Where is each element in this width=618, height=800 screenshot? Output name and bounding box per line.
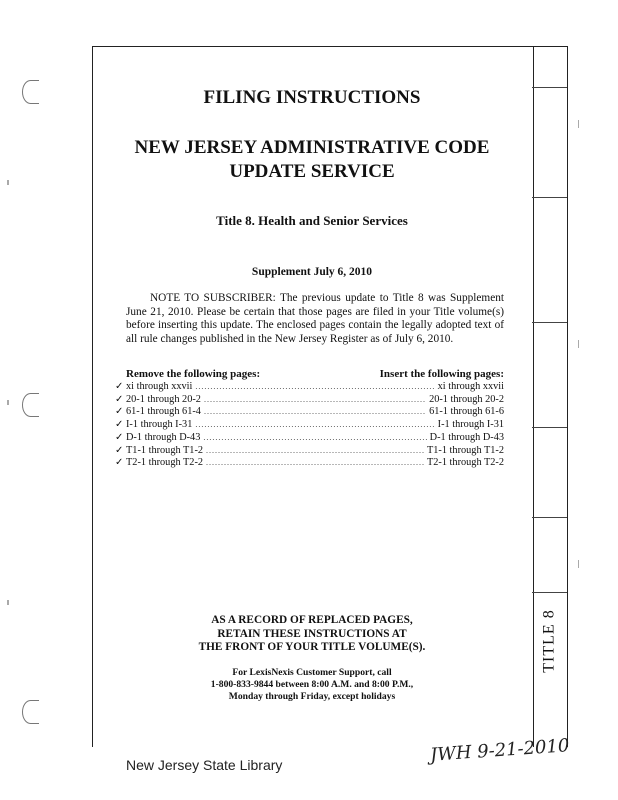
- scan-edge-mark: [578, 340, 579, 348]
- library-stamp: New Jersey State Library: [126, 757, 283, 773]
- table-row: [115, 406, 504, 419]
- binder-hole-bottom: [22, 700, 39, 724]
- tab-label: [534, 596, 566, 686]
- remove-cell: 61-1 through 61-4: [126, 406, 201, 418]
- record-line-2: RETAIN THESE INSTRUCTIONS AT: [217, 627, 407, 640]
- checkmark-icon: ✓: [115, 444, 124, 456]
- checkmark-icon: ✓: [115, 431, 124, 443]
- code-title-line2: UPDATE SERVICE: [229, 161, 395, 182]
- table-row: [115, 431, 504, 445]
- insert-cell: 61-1 through 61-6: [429, 406, 504, 418]
- tab-label-text: TITLE 8: [541, 609, 559, 673]
- remove-cell: D-1 through D-43: [126, 431, 201, 443]
- record-line-1: AS A RECORD OF REPLACED PAGES,: [211, 614, 413, 626]
- customer-support: [92, 667, 532, 703]
- support-line-2: 1-800-833-9844 between 8:00 A.M. and 8:00 P.M.,: [210, 679, 414, 690]
- leader-dots: [204, 406, 426, 419]
- checkmark-icon: ✓: [115, 406, 124, 418]
- handwritten-initials-date: JWH 9-21-2010: [429, 735, 571, 766]
- table-row: [115, 393, 504, 407]
- checkmark-icon: ✓: [115, 419, 124, 431]
- scan-edge-mark: [7, 180, 9, 185]
- remove-cell: T1-1 through T1-2: [126, 444, 204, 456]
- subscriber-note-text: NOTE TO SUBSCRIBER: The previous update to Title 8 was Supplement June 21, 2010. Please be certain that those pages are filed in your Title volume(s) before inserting this update. The enclosed pages contain the legally adopted text of all rule changes published in the New Jersey Register as of July 6, 2010.: [126, 292, 504, 345]
- title-heading: Title 8. Health and Senior Services: [216, 213, 408, 228]
- supplement-heading: Supplement July 6, 2010: [251, 266, 373, 278]
- insert-cell: xi through xxvii: [437, 381, 504, 392]
- leader-dots: [195, 381, 434, 394]
- insert-header: Insert the following pages:: [379, 368, 504, 380]
- remove-cell: I-1 through I-31: [126, 419, 193, 431]
- remove-cell: xi through xxvii: [126, 381, 193, 392]
- support-line-1: For LexisNexis Customer Support, call: [232, 667, 392, 678]
- remove-cell: 20-1 through 20-2: [126, 393, 201, 405]
- remove-cell: T2-1 through T2-2: [126, 457, 204, 469]
- record-line-3: THE FRONT OF YOUR TITLE VOLUME(S).: [198, 641, 426, 653]
- leader-dots: [195, 419, 434, 432]
- insert-cell: D-1 through D-43: [429, 431, 504, 443]
- filing-table: [115, 381, 504, 470]
- record-notice: [92, 614, 532, 655]
- insert-cell: I-1 through I-31: [437, 419, 504, 431]
- support-line-3: Monday through Friday, except holidays: [228, 691, 396, 702]
- code-title-line1: NEW JERSEY ADMINISTRATIVE CODE: [134, 137, 490, 158]
- table-row: [115, 381, 504, 394]
- table-row: [115, 457, 504, 470]
- scan-edge-mark: [578, 120, 579, 128]
- scan-edge-mark: [7, 600, 9, 605]
- table-row: [115, 419, 504, 432]
- checkmark-icon: ✓: [115, 457, 124, 469]
- checkmark-icon: ✓: [115, 393, 124, 405]
- leader-dots: [203, 432, 426, 445]
- binder-hole-top: [22, 80, 39, 104]
- leader-dots: [206, 445, 424, 458]
- page-title: FILING INSTRUCTIONS: [203, 87, 421, 108]
- filing-table-header: [126, 368, 504, 380]
- leader-dots: [206, 457, 424, 470]
- table-row: [115, 444, 504, 458]
- insert-cell: T1-1 through T1-2: [426, 444, 504, 456]
- binder-hole-middle: [22, 393, 39, 417]
- remove-header: Remove the following pages:: [126, 368, 261, 380]
- scan-edge-mark: [578, 560, 579, 568]
- insert-cell: T2-1 through T2-2: [426, 457, 504, 469]
- checkmark-icon: ✓: [115, 381, 124, 392]
- subscriber-note: [126, 292, 504, 346]
- insert-cell: 20-1 through 20-2: [429, 393, 504, 405]
- leader-dots: [204, 394, 426, 407]
- scan-edge-mark: [7, 400, 9, 405]
